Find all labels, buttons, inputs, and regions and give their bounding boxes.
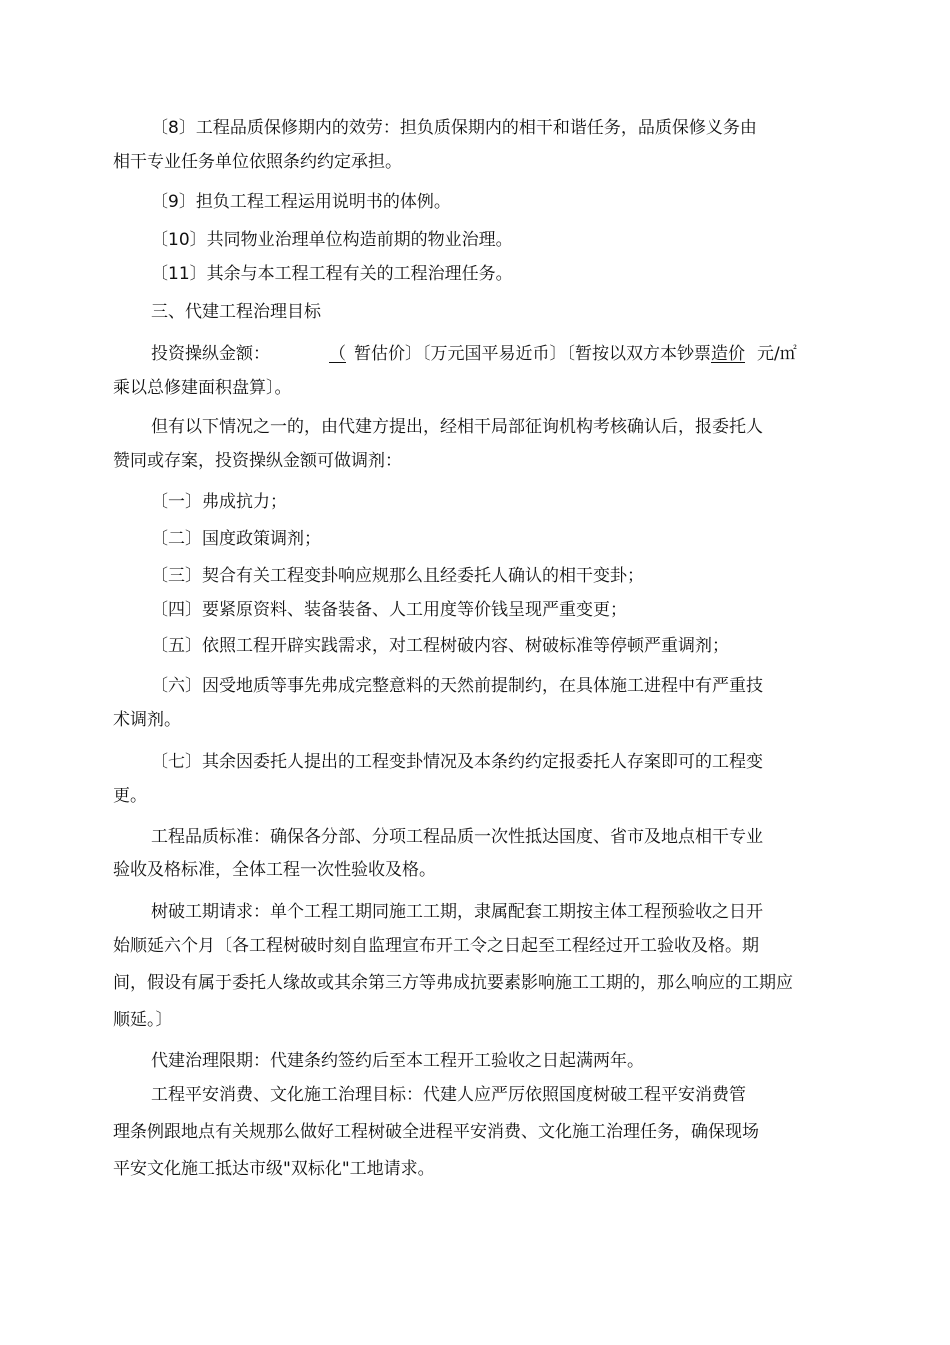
schedule-line-3: 间，假设有属于委托人缘故或其余第三方等弗成抗要素影响施工工期的，那么响应的工期应 [113, 973, 793, 993]
safety-line-3: 平安文化施工抵达市级"双标化"工地请求。 [113, 1159, 435, 1179]
condition-4: 〔四〕要紧原资料、装备装备、人工用度等价钱呈现严重变更； [151, 600, 627, 620]
unit-price-label: 造价 [711, 344, 745, 364]
investment-label: 投资操纵金额： [151, 344, 270, 364]
investment-line-2: 乘以总修建面积盘算〕。 [113, 378, 292, 398]
unit-label: 元/㎡ [757, 344, 797, 364]
schedule-line-4: 顺延。〕 [113, 1010, 173, 1030]
safety-line-1: 工程平安消费、文化施工治理目标：代建人应严厉依照国度树破工程平安消费管 [151, 1085, 746, 1105]
schedule-line-1: 树破工期请求：单个工程工期同施工工期，隶属配套工期按主体工程预验收之日开 [151, 902, 763, 922]
safety-line-2: 理条例跟地点有关规那么做好工程树破全进程平安消费、文化施工治理任务，确保现场 [113, 1122, 759, 1142]
investment-amount-blank: （ [329, 344, 346, 364]
term-line: 代建治理限期：代建条约签约后至本工程开工验收之日起满两年。 [151, 1051, 644, 1071]
condition-7-line-2: 更。 [113, 786, 147, 806]
condition-6-line-2: 术调剂。 [113, 710, 181, 730]
item-9: 〔9〕担负工程工程运用说明书的体例。 [151, 192, 451, 212]
adjust-intro-line-2: 赞同或存案，投资操纵金额可做调剂： [113, 451, 402, 471]
condition-6-line-1: 〔六〕因受地质等事先弗成完整意料的天然前提制约，在具体施工进程中有严重技 [151, 676, 763, 696]
quality-line-2: 验收及格标准，全体工程一次性验收及格。 [113, 860, 436, 880]
condition-1: 〔一〕弗成抗力； [151, 492, 287, 512]
adjust-intro-line-1: 但有以下情况之一的，由代建方提出，经相干局部征询机构考核确认后，报委托人 [151, 417, 763, 437]
item-10: 〔10〕共同物业治理单位构造前期的物业治理。 [151, 230, 513, 250]
item-11: 〔11〕其余与本工程工程有关的工程治理任务。 [151, 264, 513, 284]
condition-7-line-1: 〔七〕其余因委托人提出的工程变卦情况及本条约约定报委托人存案即可的工程变 [151, 752, 763, 772]
condition-3: 〔三〕契合有关工程变卦响应规那么且经委托人确认的相干变卦； [151, 566, 644, 586]
section-3-title: 三、代建工程治理目标 [151, 302, 321, 322]
investment-estimate: 暂估价〕〔万元国平易近币〕〔暂按以双方本钞票 [354, 344, 711, 364]
investment-line-1 [151, 342, 797, 366]
item-8-line-1: 〔8〕工程品质保修期内的效劳：担负质保期内的相干和谐任务，品质保修义务由 [151, 118, 757, 138]
quality-line-1: 工程品质标准：确保各分部、分项工程品质一次性抵达国度、省市及地点相干专业 [151, 827, 763, 847]
condition-2: 〔二〕国度政策调剂； [151, 529, 321, 549]
condition-5: 〔五〕依照工程开辟实践需求，对工程树破内容、树破标准等停顿严重调剂； [151, 636, 729, 656]
schedule-line-2: 始顺延六个月〔各工程树破时刻自监理宣布开工令之日起至工程经过开工验收及格。期 [113, 936, 759, 956]
item-8-line-2: 相干专业任务单位依照条约约定承担。 [113, 152, 402, 172]
